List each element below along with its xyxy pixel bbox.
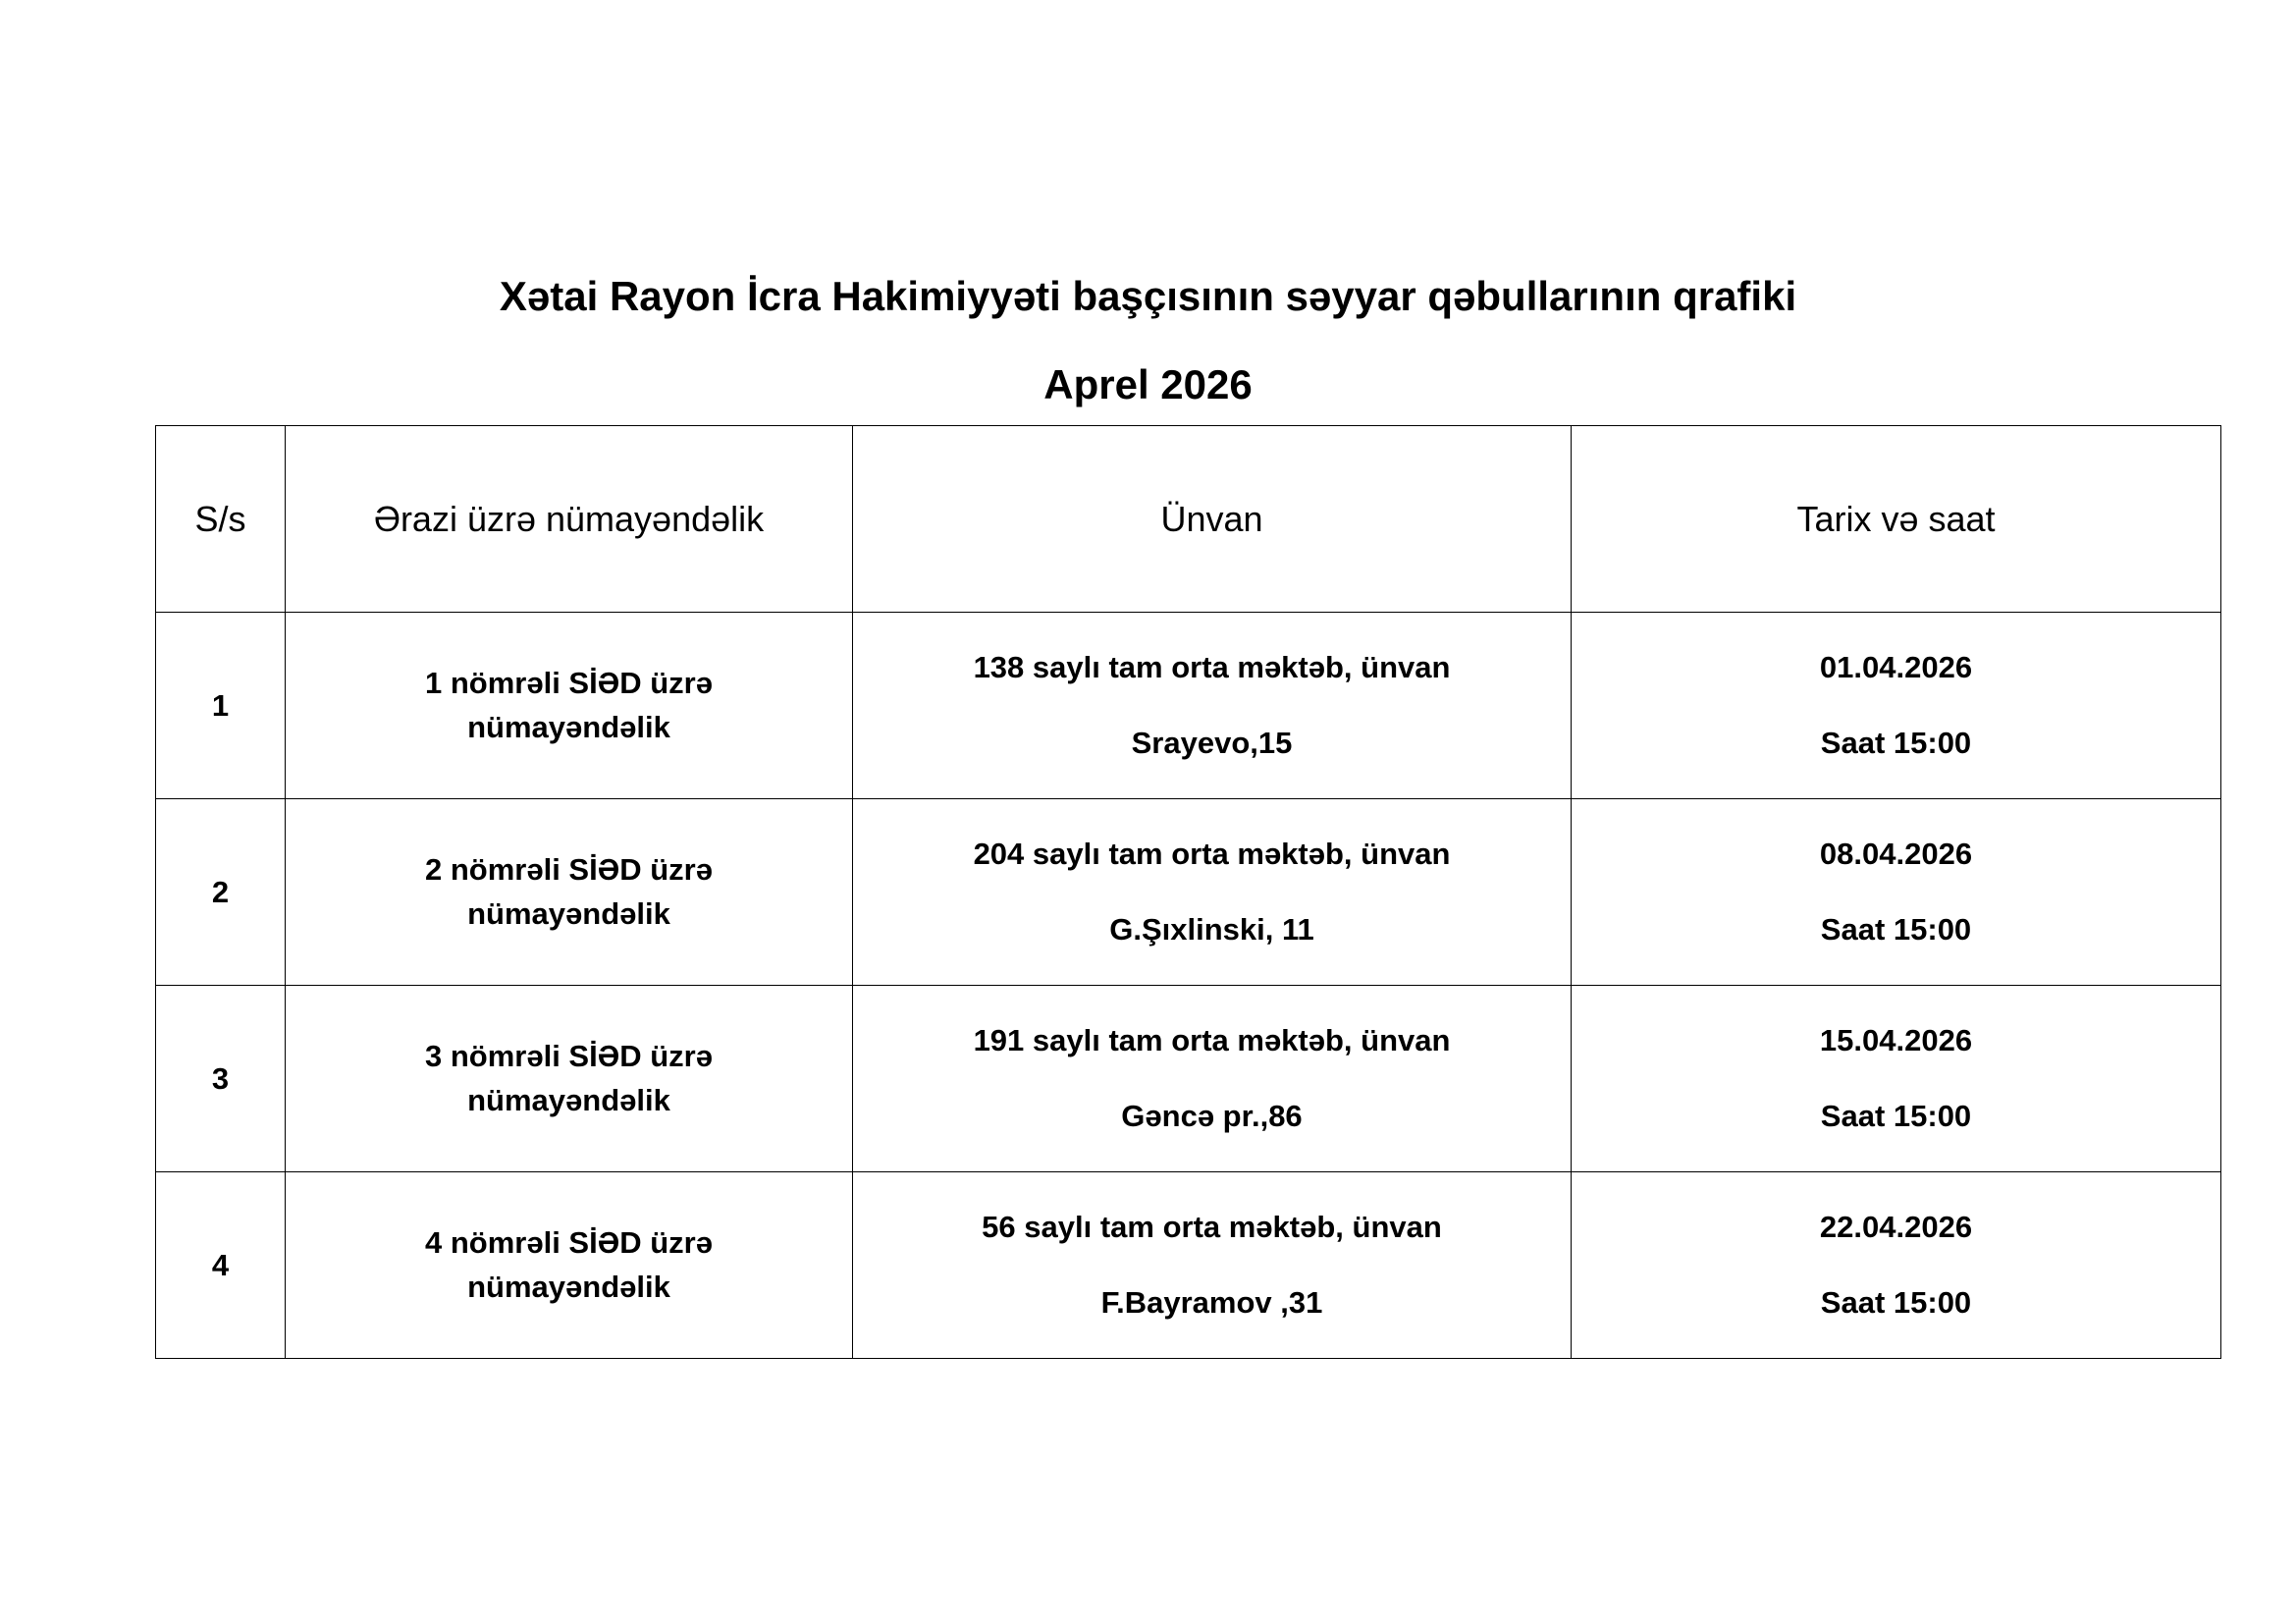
date-value: 08.04.2026	[1819, 837, 1973, 872]
cell-address	[853, 986, 1572, 1172]
cell-representation	[286, 986, 853, 1172]
cell-datetime	[1572, 799, 2221, 986]
address-line-1: 191 saylı tam orta məktəb, ünvan	[973, 1023, 1451, 1058]
address-line-1: 138 saylı tam orta məktəb, ünvan	[973, 650, 1451, 685]
representation-line-1: 2 nömrəli SİƏD üzrə	[425, 852, 713, 888]
time-value: Saat 15:00	[1820, 911, 1972, 947]
table-row	[156, 986, 2221, 1172]
address-line-2: Srayevo,15	[1131, 725, 1293, 760]
cell-address	[853, 799, 1572, 986]
time-value: Saat 15:00	[1820, 1098, 1972, 1133]
table-header	[156, 426, 2221, 613]
address-line-1: 56 saylı tam orta məktəb, ünvan	[982, 1210, 1442, 1245]
date-value: 22.04.2026	[1819, 1210, 1973, 1245]
cell-address	[853, 1172, 1572, 1359]
cell-datetime	[1572, 1172, 2221, 1359]
cell-representation	[286, 613, 853, 799]
cell-row-number: 4	[156, 1172, 286, 1359]
representation-line-1: 1 nömrəli SİƏD üzrə	[425, 666, 713, 701]
column-header-representation: Ərazi üzrə nümayəndəlik	[286, 426, 853, 613]
column-header-no: S/s	[156, 426, 286, 613]
representation-line-1: 3 nömrəli SİƏD üzrə	[425, 1039, 713, 1074]
schedule-table	[155, 425, 2221, 1359]
table-row	[156, 799, 2221, 986]
table-row	[156, 1172, 2221, 1359]
address-line-1: 204 saylı tam orta məktəb, ünvan	[973, 837, 1451, 872]
address-line-2: G.Şıxlinski, 11	[1109, 911, 1314, 947]
address-line-2: Gəncə pr.,86	[1121, 1098, 1303, 1133]
representation-line-2: nümayəndəlik	[467, 709, 670, 744]
representation-line-2: nümayəndəlik	[467, 1269, 670, 1304]
column-header-datetime: Tarix və saat	[1572, 426, 2221, 613]
address-line-2: F.Bayramov ,31	[1100, 1284, 1323, 1320]
representation-line-2: nümayəndəlik	[467, 1082, 670, 1117]
column-header-address: Ünvan	[853, 426, 1572, 613]
page-title: Xətai Rayon İcra Hakimiyyəti başçısının səyyar qəbullarının qrafiki	[499, 273, 1797, 319]
date-value: 01.04.2026	[1819, 650, 1973, 685]
page-subtitle-month: Aprel 2026	[1043, 361, 1253, 407]
date-value: 15.04.2026	[1819, 1023, 1973, 1058]
cell-row-number: 3	[156, 986, 286, 1172]
representation-line-1: 4 nömrəli SİƏD üzrə	[425, 1225, 713, 1261]
representation-line-2: nümayəndəlik	[467, 895, 670, 931]
cell-address	[853, 613, 1572, 799]
time-value: Saat 15:00	[1820, 1284, 1972, 1320]
cell-datetime	[1572, 986, 2221, 1172]
cell-row-number: 1	[156, 613, 286, 799]
time-value: Saat 15:00	[1820, 725, 1972, 760]
table-body	[156, 613, 2221, 1359]
cell-representation	[286, 1172, 853, 1359]
table-header-row	[156, 426, 2221, 613]
cell-representation	[286, 799, 853, 986]
cell-row-number: 2	[156, 799, 286, 986]
cell-datetime	[1572, 613, 2221, 799]
table-row	[156, 613, 2221, 799]
